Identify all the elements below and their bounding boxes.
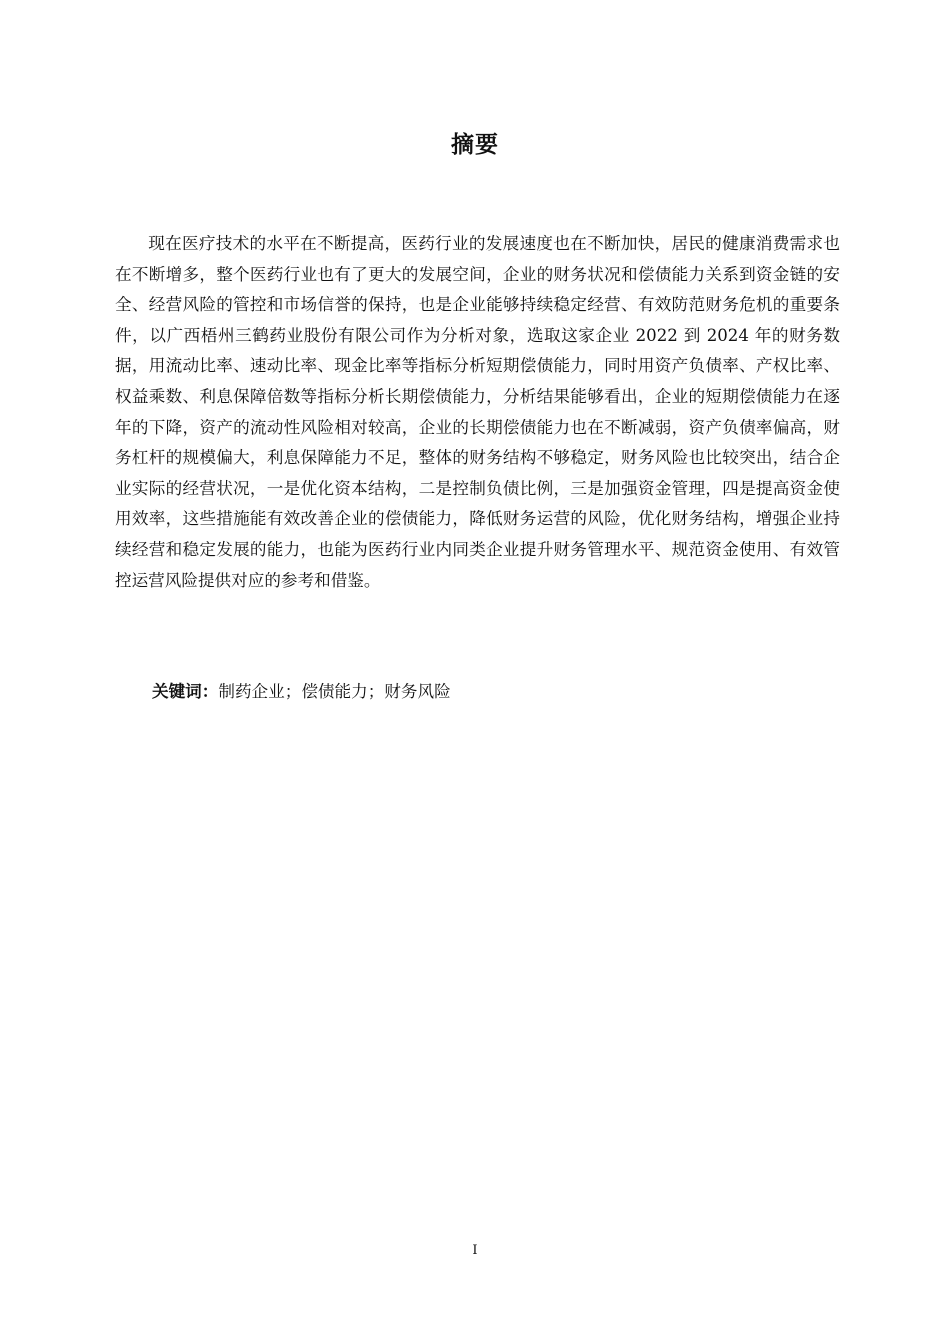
keywords-value: 制药企业；偿债能力；财务风险 [218,682,451,701]
keywords-line [152,677,842,707]
abstract-body: 现在医疗技术的水平在不断提高，医药行业的发展速度也在不断加快，居民的健康消费需求也在不断增多，整个医药行业也有了更大的发展空间，企业的财务状况和偿债能力关系到资金链的安全、经营风险的管控和市场信誉的保持，也是企业能够持续稳定经营、有效防范财务危机的重要条件，以广西梧州三鹤药业股份有限公司作为分析对象，选取这家企业 2022 到 2024 年的财务数据，用流动比率、速动比率、现金比率等指标分析短期偿债能力，同时用资产负债率、产权比率、权益乘数、利息保障倍数等指标分析长期偿债能力，分析结果能够看出，企业的短期偿债能力在逐年的下降，资产的流动性风险相对较高，企业的长期偿债能力也在不断减弱，资产负债率偏高，财务杠杆的规模偏大，利息保障能力不足，整体的财务结构不够稳定，财务风险也比较突出，结合企业实际的经营状况，一是优化资本结构，二是控制负债比例，三是加强资金管理，四是提高资金使用效率，这些措施能有效改善企业的偿债能力，降低财务运营的风险，优化财务结构，增强企业持续经营和稳定发展的能力，也能为医药行业内同类企业提升财务管理水平、规范资金使用、有效管控运营风险提供对应的参考和借鉴。 [115,234,840,590]
abstract-title: 摘要 [451,132,499,159]
page-number: I [472,1243,478,1258]
keywords-label: 关键词： [152,682,219,701]
